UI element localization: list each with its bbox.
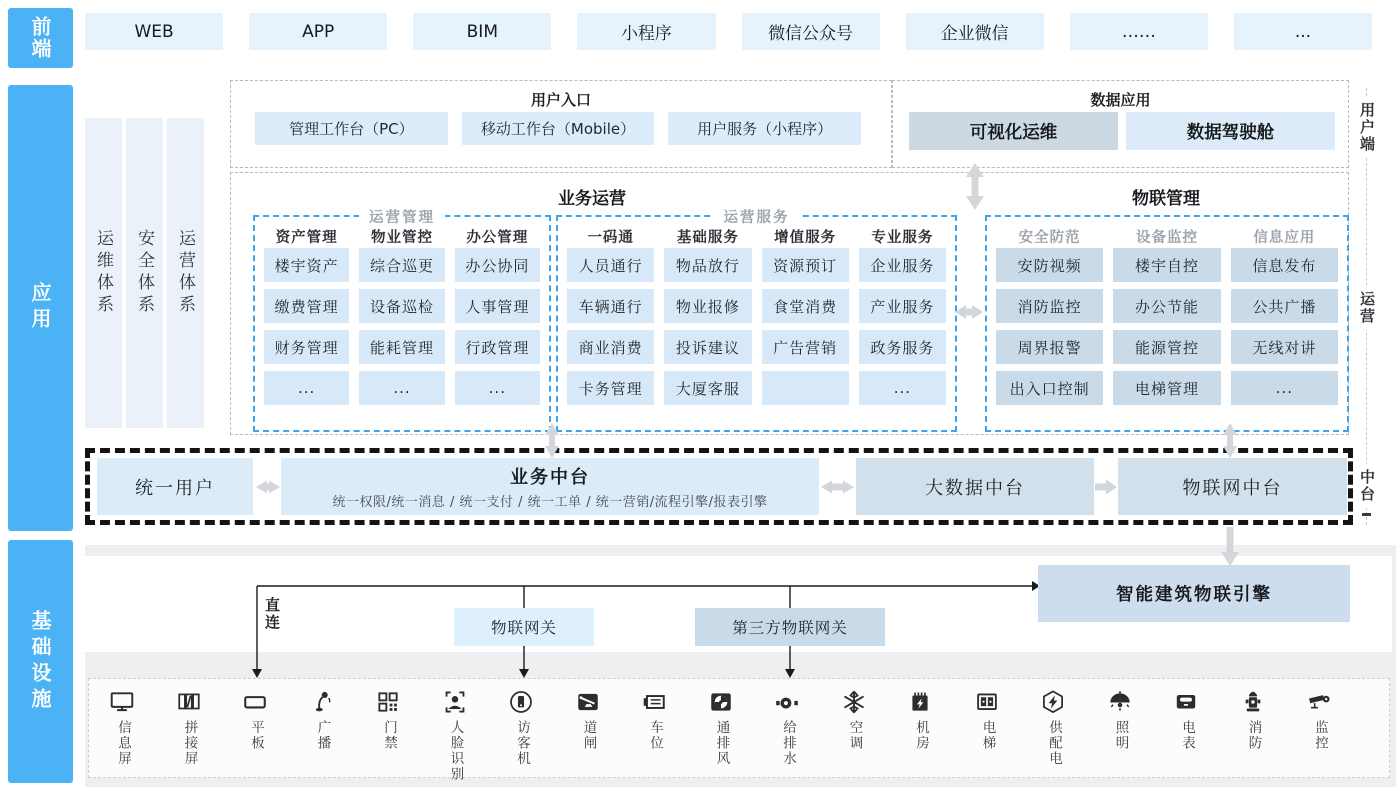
data-application-box: [892, 80, 1349, 168]
server-room-icon: [907, 688, 933, 716]
app-cell: 人事管理: [455, 289, 540, 323]
device-row: [88, 678, 1390, 782]
data-application-item: 数据驾驶舱: [1126, 112, 1335, 150]
group-columns: [558, 217, 955, 414]
app-cell: ...: [264, 371, 349, 405]
device-item: [1153, 688, 1220, 751]
device-label: 给排水: [780, 720, 796, 767]
column-header: 基础服务: [676, 229, 739, 246]
app-cell: 物业报修: [664, 289, 751, 323]
group-columns: [987, 217, 1347, 414]
front-channel-item: APP: [249, 13, 387, 50]
device-label: 拼接屏: [181, 720, 198, 767]
system-pillar: 安全体系: [126, 118, 163, 428]
device-label: 广播: [314, 720, 331, 751]
device-item: [89, 688, 156, 767]
app-cell: 广告营销: [762, 330, 849, 364]
device-item: [488, 688, 555, 767]
access-qr-icon: [375, 688, 401, 716]
app-cell: [762, 371, 849, 405]
app-cell: ...: [859, 371, 946, 405]
infrastructure-band-label: 基础设施: [8, 540, 73, 783]
front-channel-item: BIM: [413, 13, 551, 50]
app-column: [1113, 224, 1220, 405]
iot-management-group: [985, 215, 1349, 432]
business-middle-platform-title: 业务中台: [510, 467, 590, 488]
operation-management-group-title: 运营管理: [359, 206, 445, 227]
app-cell: 大厦客服: [664, 371, 751, 405]
device-label: 消防: [1245, 720, 1262, 751]
column-header: 安全防范: [1018, 229, 1081, 246]
smart-building-iot-engine-box: 智能建筑物联引擎: [1038, 565, 1350, 622]
app-cell: 资源预订: [762, 248, 849, 282]
device-item: [754, 688, 821, 767]
device-item: [555, 688, 622, 751]
barrier-gate-icon: [575, 688, 601, 716]
direct-connect-label: 直连: [263, 597, 281, 631]
lighting-icon: [1107, 688, 1133, 716]
front-channel-item: ……: [1070, 13, 1208, 50]
data-application-title: 数据应用: [1090, 91, 1151, 109]
app-cell: 行政管理: [455, 330, 540, 364]
column-header: 资产管理: [275, 229, 338, 246]
app-cell: 卡务管理: [567, 371, 654, 405]
device-item: [1286, 688, 1353, 751]
device-item: [156, 688, 223, 767]
app-cell: 综合巡更: [359, 248, 444, 282]
app-cell: 信息发布: [1231, 248, 1338, 282]
column-header: 一码通: [587, 229, 634, 246]
device-item: [688, 688, 755, 767]
water-pump-icon: [774, 688, 800, 716]
elevator-icon: [974, 688, 1000, 716]
tablet-icon: [242, 688, 268, 716]
app-cell: 楼宇资产: [264, 248, 349, 282]
snowflake-icon: [841, 688, 867, 716]
device-item: [422, 688, 489, 782]
app-column: [359, 224, 444, 405]
device-label: 门禁: [381, 720, 397, 751]
rail-dash-mark: [1362, 513, 1371, 516]
system-pillar: 运营体系: [167, 118, 204, 428]
device-label: 机房: [913, 720, 929, 751]
device-label: 访客机: [514, 720, 530, 767]
iot-middle-platform-box: 物联网中台: [1118, 458, 1347, 515]
app-cell: 公共广播: [1231, 289, 1338, 323]
device-item: [222, 688, 289, 751]
app-cell: ...: [455, 371, 540, 405]
app-cell: 政务服务: [859, 330, 946, 364]
app-cell: 能源管控: [1113, 330, 1220, 364]
operation-side-label: 运营: [1355, 286, 1380, 330]
business-middle-platform-subtitle: 统一权限/统一消息 / 统一支付 / 统一工单 / 统一营销/流程引擎/报表引擎: [332, 495, 768, 510]
app-cell: 物品放行: [664, 248, 751, 282]
app-cell: 产业服务: [859, 289, 946, 323]
device-label: 道闸: [580, 720, 597, 751]
cctv-camera-icon: [1306, 688, 1332, 716]
app-column: [762, 224, 849, 405]
app-column: [664, 224, 751, 405]
app-cell: 楼宇自控: [1113, 248, 1220, 282]
column-header: 专业服务: [871, 229, 934, 246]
device-label: 监控: [1312, 720, 1328, 751]
device-label: 供配电: [1046, 720, 1062, 767]
device-label: 空调: [846, 720, 863, 751]
front-channel-item: ...: [1234, 13, 1372, 50]
business-operation-title: 业务运营: [558, 189, 626, 209]
column-header: 信息应用: [1253, 229, 1316, 246]
fire-hydrant-icon: [1240, 688, 1266, 716]
app-cell: 办公协同: [455, 248, 540, 282]
info-screen-icon: [109, 688, 135, 716]
device-label: 人脸识别: [447, 720, 464, 782]
app-cell: 能耗管理: [359, 330, 444, 364]
operation-service-group: [556, 210, 957, 432]
user-entry-item: 用户服务（小程序）: [668, 112, 861, 145]
app-cell: 出入口控制: [996, 371, 1103, 405]
column-header: 增值服务: [774, 229, 837, 246]
middle-platform-side-label: 中台: [1355, 464, 1380, 508]
user-side-label: 用户端: [1355, 97, 1380, 158]
parking-icon: [641, 688, 667, 716]
power-supply-icon: [1040, 688, 1066, 716]
device-label: 车位: [647, 720, 663, 751]
device-label: 电梯: [979, 720, 996, 751]
app-column: [264, 224, 349, 405]
app-cell: ...: [359, 371, 444, 405]
front-channel-item: 小程序: [577, 13, 715, 50]
broadcast-icon: [309, 688, 335, 716]
device-item: [1020, 688, 1087, 767]
app-cell: 商业消费: [567, 330, 654, 364]
app-cell: ...: [1231, 371, 1338, 405]
app-cell: 安防视频: [996, 248, 1103, 282]
third-party-iot-gateway-box: 第三方物联网关: [695, 608, 885, 646]
device-item: [1087, 688, 1154, 751]
device-label: 通排风: [713, 720, 730, 767]
app-cell: 设备巡检: [359, 289, 444, 323]
operation-service-group-title: 运营服务: [714, 206, 800, 227]
device-label: 信息屏: [115, 720, 131, 767]
front-channel-item: 企业微信: [906, 13, 1044, 50]
device-item: [1220, 688, 1287, 751]
app-column: [1231, 224, 1338, 405]
app-cell: 财务管理: [264, 330, 349, 364]
front-channel-item: WEB: [85, 13, 223, 50]
data-application-item: 可视化运维: [909, 112, 1118, 150]
ventilation-fan-icon: [708, 688, 734, 716]
column-header: 办公管理: [466, 229, 529, 246]
app-cell: 食堂消费: [762, 289, 849, 323]
app-cell: 消防监控: [996, 289, 1103, 323]
device-item: [355, 688, 422, 751]
app-column: [455, 224, 540, 405]
device-item: [289, 688, 356, 751]
bigdata-middle-platform-box: 大数据中台: [856, 458, 1094, 515]
app-cell: 办公节能: [1113, 289, 1220, 323]
operation-management-group: [253, 210, 551, 432]
app-cell: 投诉建议: [664, 330, 751, 364]
unified-user-box: 统一用户: [97, 458, 253, 515]
visitor-kiosk-icon: [508, 688, 534, 716]
front-band-label: 前端: [8, 8, 73, 68]
electric-meter-icon: [1173, 688, 1199, 716]
column-header: 设备监控: [1135, 229, 1198, 246]
system-pillar: 运维体系: [85, 118, 122, 428]
video-wall-icon: [176, 688, 202, 716]
app-cell: 人员通行: [567, 248, 654, 282]
column-header: 物业管控: [370, 229, 433, 246]
device-item: [821, 688, 888, 751]
device-item: [887, 688, 954, 751]
app-cell: 周界报警: [996, 330, 1103, 364]
user-entry-box: [230, 80, 892, 168]
business-middle-platform-box: [281, 458, 819, 515]
device-item: [621, 688, 688, 751]
device-label: 电表: [1179, 720, 1195, 751]
app-column: [996, 224, 1103, 405]
app-cell: 电梯管理: [1113, 371, 1220, 405]
data-application-items: [909, 112, 1335, 150]
app-cell: 缴费管理: [264, 289, 349, 323]
user-entry-item: 移动工作台（Mobile）: [462, 112, 655, 145]
face-recognition-icon: [442, 688, 468, 716]
app-cell: 车辆通行: [567, 289, 654, 323]
system-pillars: [85, 118, 204, 428]
front-channel-row: [85, 13, 1372, 50]
front-channel-item: 微信公众号: [742, 13, 880, 50]
app-column: [567, 224, 654, 405]
app-cell: 企业服务: [859, 248, 946, 282]
device-item: [954, 688, 1021, 751]
device-label: 照明: [1112, 720, 1129, 751]
iot-gateway-box: 物联网关: [454, 608, 594, 646]
user-entry-title: 用户入口: [530, 91, 591, 109]
iot-management-title: 物联管理: [1132, 189, 1200, 209]
app-column: [859, 224, 946, 405]
app-cell: 无线对讲: [1231, 330, 1338, 364]
user-entry-items: [255, 112, 861, 145]
device-label: 平板: [248, 720, 264, 751]
group-columns: [255, 217, 549, 414]
user-entry-item: 管理工作台（PC）: [255, 112, 448, 145]
application-band-label: 应用: [8, 85, 73, 531]
